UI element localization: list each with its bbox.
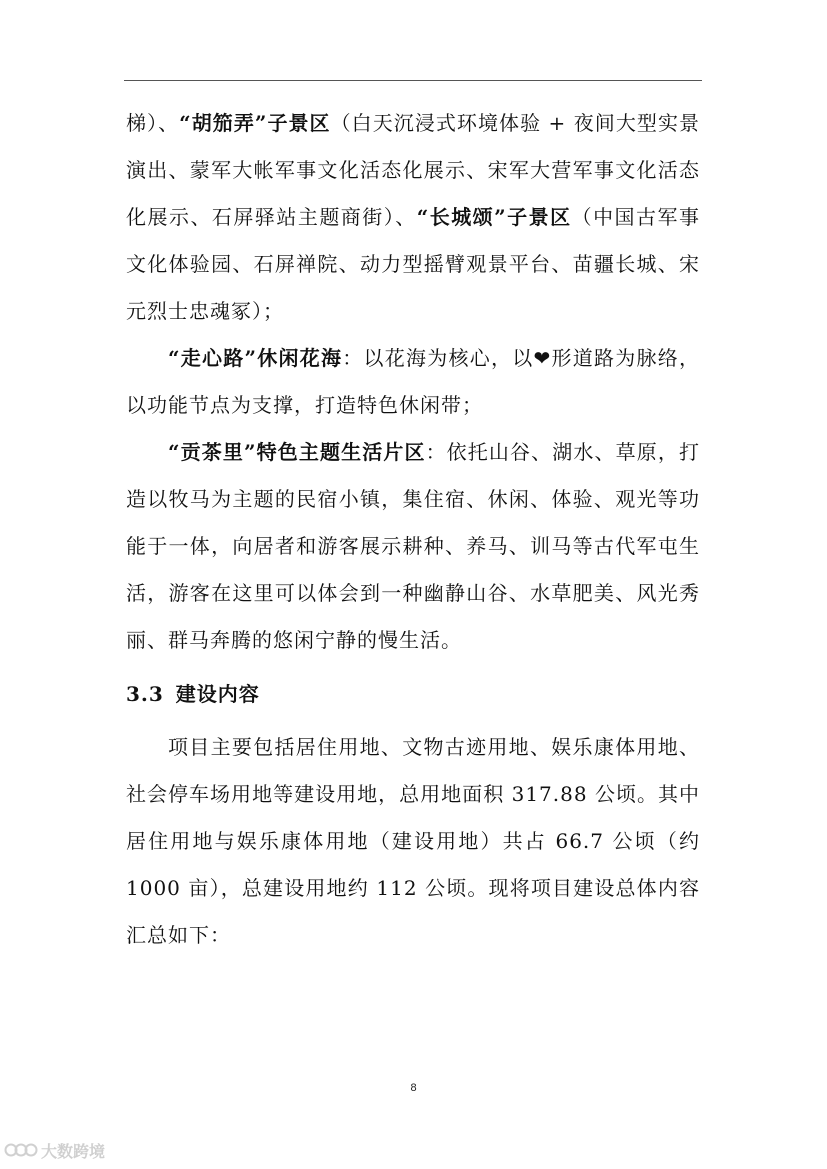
paragraph-scenic-zones	[126, 100, 700, 335]
text-run: （中国古军事文化体验园、石屏禅院、动力型摇臂观景平台、苗疆长城、宋元烈士忠魂冢）；	[126, 205, 700, 323]
text-run: ：依托山谷、湖水、草原，打造以牧马为主题的民宿小镇，集住宿、休闲、体验、观光等功能于一体，向居者和游客展示耕种、养马、训马等古代军屯生活，游客在这里可以体会到一种幽静山谷、水草肥美、风光秀丽、群马奔腾的悠闲宁静的慢生活。	[126, 440, 700, 652]
section-number: 3.3	[126, 682, 164, 706]
document-body	[126, 100, 700, 959]
paragraph-life-area	[126, 429, 700, 664]
header-rule	[124, 80, 702, 81]
watermark-text: 大数跨境	[41, 1141, 106, 1161]
watermark	[4, 1138, 105, 1162]
text-run: ：以花海为核心，以❤形道路为脉络，以功能节点为支撑，打造特色休闲带；	[126, 346, 700, 417]
text-run: （白天沉浸式环境体验 + 夜间大型实景演出、蒙军大帐军事文化活态化展示、宋军大营军事文化活态化展示、石屏驿站主题商街）、	[126, 111, 700, 229]
zone-name-hujianong: “胡笳弄”子景区	[179, 111, 331, 135]
watermark-logo-icon	[4, 1141, 38, 1159]
section-heading	[126, 671, 700, 718]
paragraph-construction-content: 项目主要包括居住用地、文物古迹用地、娱乐康体用地、社会停车场用地等建设用地，总用地面积 317.88 公顷。其中居住用地与娱乐康体用地（建设用地）共占 66.7 公顷（约 1000 亩），总建设用地约 112 公顷。现将项目建设总体内容汇总如下：	[126, 735, 700, 947]
section-title: 建设内容	[175, 682, 260, 706]
page-number: 8	[410, 1082, 417, 1094]
paragraph-flower-sea	[126, 335, 700, 429]
text-run: 梯）、	[126, 111, 180, 135]
zone-name-zouxinlu: “走心路”休闲花海	[168, 346, 343, 370]
zone-name-gongchali: “贡茶里”特色主题生活片区	[168, 440, 426, 464]
zone-name-changchengsong: “长城颂”子景区	[416, 205, 572, 229]
